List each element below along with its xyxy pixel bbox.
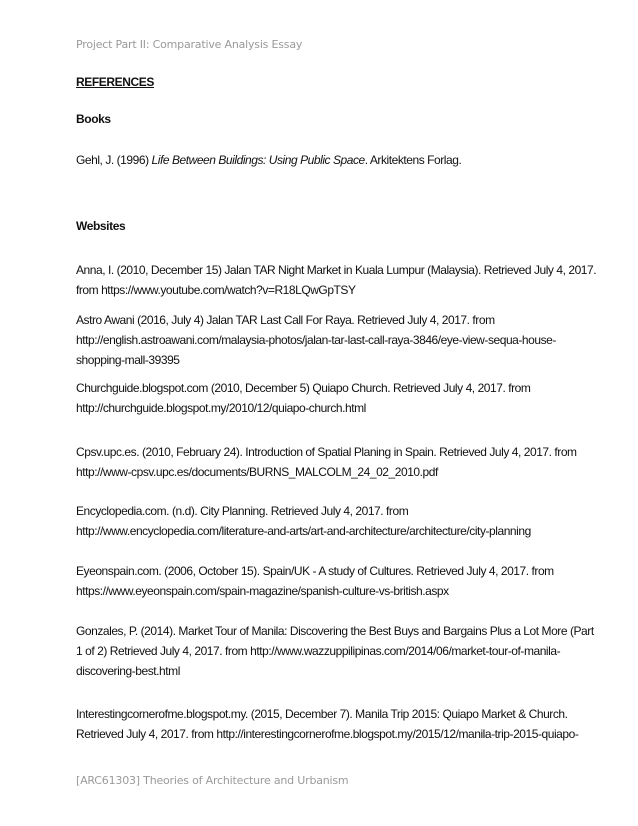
website-reference [76, 621, 594, 681]
books-heading: Books [76, 112, 111, 126]
reference-line: 1 of 2) Retrieved July 4, 2017. from http://www.wazzuppilipinas.com/2014/06/market-tour-of-manila- [76, 644, 561, 658]
reference-line: https://www.eyeonspain.com/spain-magazine/spanish-culture-vs-british.aspx [76, 584, 449, 598]
websites-heading: Websites [76, 219, 126, 233]
reference-line: http://www.encyclopedia.com/literature-and-arts/art-and-architecture/architecture/city-planning [76, 524, 531, 538]
reference-line: discovering-best.html [76, 664, 180, 678]
reference-line: http://www-cpsv.upc.es/documents/BURNS_MALCOLM_24_02_2010.pdf [76, 465, 438, 479]
book-author: Gehl, J. (1996) [76, 153, 152, 167]
reference-line: Anna, I. (2010, December 15) Jalan TAR Night Market in Kuala Lumpur (Malaysia). Retrieved July 4, 2017. [76, 263, 597, 277]
reference-line: Astro Awani (2016, July 4) Jalan TAR Last Call For Raya. Retrieved July 4, 2017. from [76, 313, 495, 327]
reference-line: Eyeonspain.com. (2006, October 15). Spain/UK - A study of Cultures. Retrieved July 4, 2017. from [76, 564, 554, 578]
reference-line: Cpsv.upc.es. (2010, February 24). Introduction of Spatial Planing in Spain. Retrieved July 4, 2017. from [76, 445, 577, 459]
reference-line: shopping-mall-39395 [76, 353, 180, 367]
website-reference [76, 260, 597, 300]
book-title: Life Between Buildings: Using Public Space [151, 153, 365, 167]
website-reference [76, 704, 579, 744]
reference-line: Encyclopedia.com. (n.d). City Planning. Retrieved July 4, 2017. from [76, 504, 409, 518]
reference-line: from https://www.youtube.com/watch?v=R18LQwGpTSY [76, 283, 356, 297]
website-reference [76, 561, 576, 601]
reference-line: Interestingcornerofme.blogspot.my. (2015, December 7). Manila Trip 2015: Quiapo Market & Church. [76, 707, 568, 721]
page-header: Project Part II: Comparative Analysis Essay [76, 38, 303, 51]
references-title: REFERENCES [76, 75, 155, 89]
page-footer: [ARC61303] Theories of Architecture and Urbanism [76, 774, 349, 787]
reference-line: Churchguide.blogspot.com (2010, December 5) Quiapo Church. Retrieved July 4, 2017. from [76, 381, 531, 395]
website-reference [76, 378, 576, 418]
website-reference [76, 310, 576, 370]
reference-line: http://churchguide.blogspot.my/2010/12/quiapo-church.html [76, 401, 366, 415]
website-reference [76, 501, 576, 541]
website-reference [76, 442, 576, 482]
reference-line: Retrieved July 4, 2017. from http://interestingcornerofme.blogspot.my/2015/12/manila-trip-2015-quiapo- [76, 727, 579, 741]
reference-line: Gonzales, P. (2014). Market Tour of Manila: Discovering the Best Buys and Bargains Plus a Lot More (Part [76, 624, 594, 638]
reference-line: http://english.astroawani.com/malaysia-photos/jalan-tar-last-call-raya-3846/eye-view-sequa-house- [76, 333, 556, 347]
book-publisher: . Arkitektens Forlag. [364, 153, 462, 167]
book-reference [76, 150, 576, 170]
